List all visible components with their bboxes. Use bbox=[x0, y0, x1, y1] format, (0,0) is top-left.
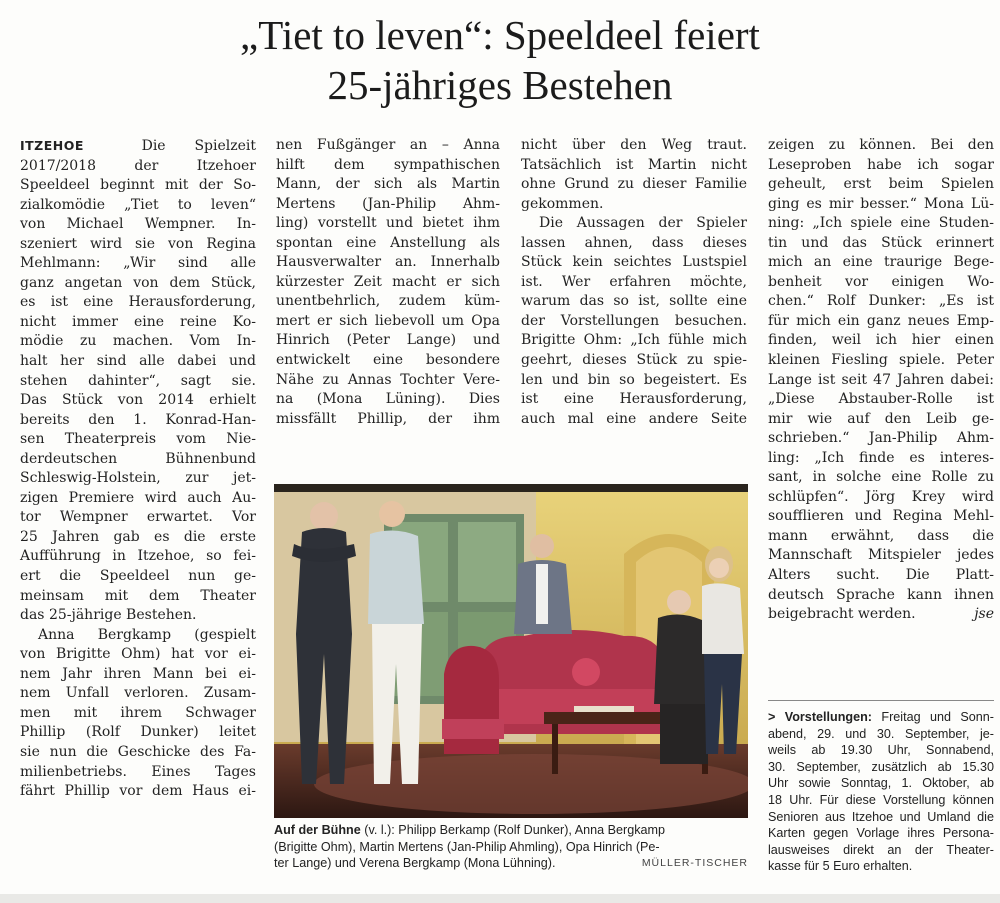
article-line: bereits den 1. Konrad-Han- bbox=[20, 411, 256, 428]
article-line: Mehlmann: „Wir sind alle bbox=[20, 255, 256, 272]
article-line: ning: „Ich spiele eine Studen- bbox=[768, 215, 994, 232]
article-line: mann erwähnt, dass die bbox=[768, 527, 994, 544]
article-line: 2017/2018 der Itzehoer bbox=[20, 157, 256, 174]
article-line: lassen ahnen, dass dieses bbox=[521, 234, 747, 251]
article-line: stehen dahinter“, sagt sie. bbox=[20, 372, 256, 389]
article-line: kürzester Zeit macht er sich bbox=[276, 273, 500, 290]
article-line: Schleswig-Holstein, zur jet- bbox=[20, 470, 256, 487]
article-line: nem Jahr ihren Mann bei ei- bbox=[20, 665, 256, 682]
article-line: ganz angetan von dem Stück, bbox=[20, 274, 256, 291]
article-line: zigen Premiere wird auch Au- bbox=[20, 489, 256, 506]
performance-info bbox=[768, 709, 994, 875]
article-line: ohne Grund zu dieser Familie bbox=[521, 176, 747, 193]
article-line: nen Fußgänger an – Anna bbox=[276, 137, 500, 153]
article-line: benheit vor einigen Wo- bbox=[768, 273, 994, 290]
article-line: kleinen Fiesling spiele. Peter bbox=[768, 352, 994, 369]
article-line: das 25-jährige Bestehen. bbox=[20, 607, 197, 624]
article-line: sie nun die Geschicke des Fa- bbox=[20, 743, 256, 760]
article-line: Stück kein seichtes Lustspiel bbox=[521, 254, 747, 271]
article-line: Aufführung in Itzehoe, so fei- bbox=[20, 548, 256, 565]
headline-line-2: 25-jähriges Bestehen bbox=[327, 62, 673, 108]
article-line: Die Aussagen der Spieler bbox=[539, 215, 747, 232]
article-line: es ist eine Herausforderung, bbox=[20, 294, 256, 311]
caption-line-2: (Brigitte Ohm), Martin Mertens (Jan-Philip Ahmling), Opa Hinrich (Pe- bbox=[274, 839, 660, 854]
article-line: Nähe zu Annas Tochter Vere- bbox=[276, 371, 500, 388]
article-line: ist. Wer erfahren möchte, bbox=[521, 273, 747, 290]
article-line: warum das so ist, sollte eine bbox=[521, 293, 747, 310]
article-line: Leseproben habe ich sogar bbox=[768, 156, 994, 173]
article-line: Brigitte Ohm: „Ich fühle mich bbox=[521, 332, 747, 349]
info-line: abend, 29. und 30. September, je- bbox=[768, 726, 994, 741]
photo-credit: MÜLLER-TISCHER bbox=[641, 857, 748, 869]
caption-line-1: Philipp Berkamp (Rolf Dunker), Anna Bergkamp bbox=[394, 823, 665, 837]
article-line: mich an eine traurige Bege- bbox=[768, 254, 994, 271]
article-last-line bbox=[768, 605, 994, 625]
info-line: Karten gegen Vorlage ihres Persona- bbox=[768, 826, 994, 841]
article-line: nem Unfall verloren. Zusam- bbox=[20, 685, 256, 702]
article-line: Mannschaft Mitspieler jedes bbox=[768, 547, 994, 564]
article-line: ging es mir besser.“ Mona Lü- bbox=[768, 195, 994, 212]
info-line: Uhr sowie Sonntag, 1. Oktober, ab bbox=[768, 776, 994, 791]
article-line: Tatsächlich ist Martin nicht bbox=[521, 156, 747, 173]
article-line: szeniert wird sie von Regina bbox=[20, 235, 256, 252]
article-line: sen Theaterpreis vom Nie- bbox=[20, 431, 256, 448]
headline-line-1: „Tiet to leven“: Speeldeel feiert bbox=[240, 12, 760, 58]
article-line: Hinrich (Peter Lange) und bbox=[276, 332, 500, 349]
article-line: zialkomödie „Tiet to leven“ bbox=[20, 196, 256, 213]
article-line: chen.“ Rolf Dunker: „Es ist bbox=[768, 293, 994, 310]
article-line: na (Mona Lüning). Dies bbox=[276, 391, 500, 408]
article-line: Alters sucht. Die Platt- bbox=[768, 567, 994, 584]
article-line: missfällt Phillip, der ihm bbox=[276, 410, 500, 427]
photo-caption bbox=[274, 822, 748, 872]
article-line: zeigen zu können. Bei den bbox=[768, 137, 994, 153]
info-line: 18 Uhr. Für diese Vorstellung können bbox=[768, 792, 994, 807]
article-line: auch mal eine andere Seite bbox=[521, 410, 747, 427]
article-line: schlüpfen“. Jörg Krey wird bbox=[768, 488, 994, 505]
article-line: tin und das Stück erinnert bbox=[768, 234, 994, 251]
article-column-1 bbox=[20, 136, 256, 802]
article-line: geheult, erst beim Spielen bbox=[768, 176, 994, 193]
info-line: lausweises direkt an der Theater- bbox=[768, 842, 994, 857]
article-line: ling: „Ich finde es interes- bbox=[768, 449, 994, 466]
article-line: „Diese Abstauber-Rolle ist bbox=[768, 391, 994, 408]
info-line: weils ab 19.30 Uhr, Sonnabend, bbox=[768, 743, 994, 758]
article-line: Speeldeel beginnt mit der So- bbox=[20, 177, 256, 194]
article-line: ist eine Herausforderung, bbox=[521, 391, 747, 408]
article-line: mert er sich liebevoll um Opa bbox=[276, 312, 500, 329]
page-edge bbox=[0, 894, 1000, 903]
info-label: > Vorstellungen: bbox=[768, 710, 872, 724]
article-line: entwickelt eine besondere bbox=[276, 352, 500, 369]
article-line: len und bin so begeistert. Es bbox=[521, 371, 747, 388]
article-line: hilft dem sympathischen bbox=[276, 156, 500, 173]
article-line: Hausverwalter an. Innerhalb bbox=[276, 254, 500, 271]
author-signature: jse bbox=[974, 606, 994, 623]
article-line: beigebracht werden. bbox=[768, 606, 916, 623]
article-line: finden, weil ich hier einen bbox=[768, 332, 994, 349]
article-line: tor Wempner erwartet. Vor bbox=[20, 509, 256, 526]
article-line: milienbetriebs. Eines Tages bbox=[20, 763, 256, 780]
article-column-2 bbox=[276, 136, 500, 429]
article-line: 25 Jahren gab es die erste bbox=[20, 528, 256, 545]
info-line: kasse für 5 Euro erhalten. bbox=[768, 859, 913, 874]
caption-vl: (v. l.): bbox=[360, 823, 395, 837]
article-line: Phillip (Rolf Dunker) leitet bbox=[20, 724, 256, 741]
article-line: deutsch Sprache kann ihnen bbox=[768, 586, 994, 603]
stage-photo bbox=[274, 484, 748, 818]
dateline: ITZEHOE bbox=[20, 138, 84, 153]
article-line: Das Stück von 2014 erhielt bbox=[20, 392, 256, 409]
article-line: sant, in solche eine Rolle zu bbox=[768, 469, 994, 486]
article-line: für mich ein ganz neues Emp- bbox=[768, 312, 994, 329]
caption-lead: Auf der Bühne bbox=[274, 823, 361, 837]
article-line: Mann, der sich als Martin bbox=[276, 176, 500, 193]
article-line: schrieben.“ Jan-Philip Ahm- bbox=[768, 430, 994, 447]
article-column-4 bbox=[768, 136, 994, 625]
headline bbox=[0, 10, 1000, 110]
article-line: fährt Phillip vor dem Haus ei- bbox=[20, 783, 256, 800]
article-line: Anna Bergkamp (gespielt bbox=[38, 626, 256, 643]
article-line: unentbehrlich, zudem küm- bbox=[276, 293, 500, 310]
article-line: mödie zu machen. Vom In- bbox=[20, 333, 256, 350]
article-line: geehrt, dieses Stück zu spie- bbox=[521, 352, 747, 369]
article-line: meinsam mit dem Theater bbox=[20, 587, 256, 604]
article-line: gekommen. bbox=[521, 195, 604, 212]
info-line: 30. September, zusätzlich ab 15.30 bbox=[768, 759, 994, 774]
article-line: Lange ist seit 47 Jahren dabei: bbox=[768, 371, 994, 388]
article-line: Mertens (Jan-Philip Ahm- bbox=[276, 195, 500, 212]
caption-line-3: ter Lange) und Verena Bergkamp (Mona Lühning). bbox=[274, 856, 556, 870]
article-line: soufflieren und Regina Mehl- bbox=[768, 508, 994, 525]
article-line: men mit ihrem Schwager bbox=[20, 704, 256, 721]
article-line: spontan eine Anstellung als bbox=[276, 234, 500, 251]
article-line: von Brigitte Ohm) hat vor ei- bbox=[20, 646, 256, 663]
article-line: von Michael Wempner. In- bbox=[20, 216, 256, 233]
article-line: nicht immer eine reine Ko- bbox=[20, 313, 256, 330]
info-line: Senioren aus Itzehoe und Umland die bbox=[768, 809, 994, 824]
info-divider bbox=[768, 700, 994, 701]
info-line: Freitag und Sonn- bbox=[871, 710, 994, 724]
stage-photo-illustration bbox=[274, 484, 748, 818]
article-line: der Vorstellungen besuchen. bbox=[521, 312, 747, 329]
article-line: derdeutschen Bühnenbund bbox=[20, 450, 256, 467]
article-line: Die Spielzeit bbox=[141, 138, 256, 154]
article-column-3 bbox=[521, 136, 747, 429]
article-line: halt her sind alle dabei und bbox=[20, 353, 256, 370]
article-line: mir wie auf den Leib ge- bbox=[768, 410, 994, 427]
article-line: nicht über den Weg traut. bbox=[521, 137, 747, 153]
article-line: ert die Speeldeel nun ge- bbox=[20, 568, 256, 585]
article-line: ling) vorstellt und bietet ihm bbox=[276, 215, 500, 232]
